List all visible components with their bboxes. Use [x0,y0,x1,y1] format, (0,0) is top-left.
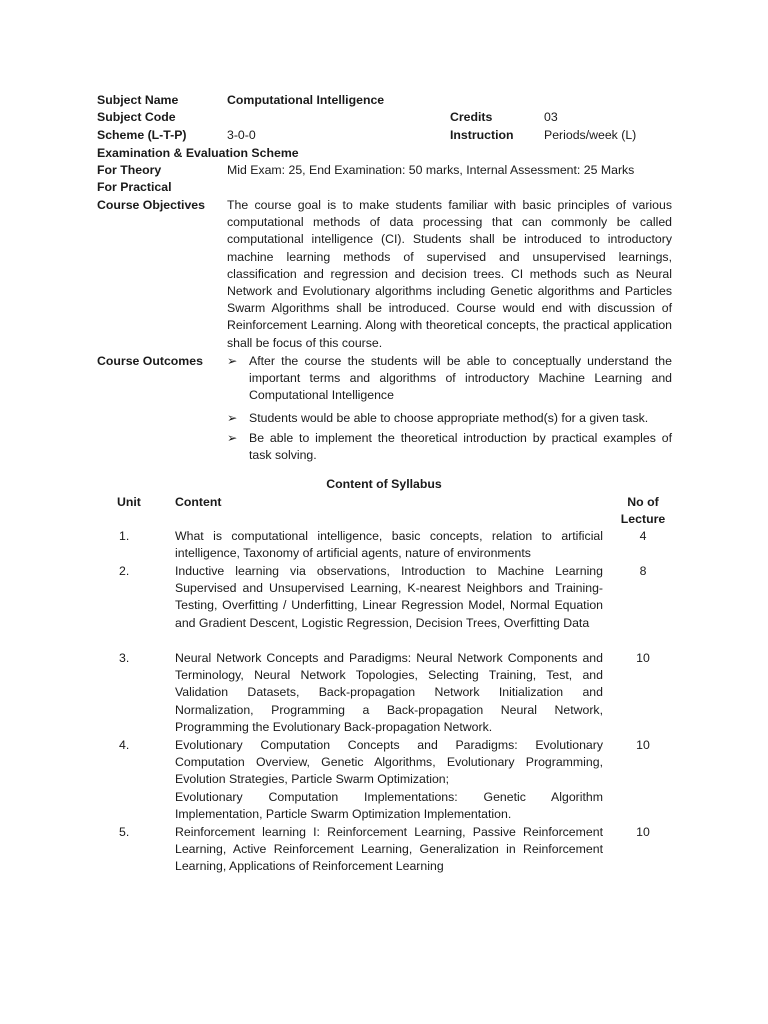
syllabus-title: Content of Syllabus [326,477,442,491]
unit-lectures: 10 [636,651,650,665]
unit-content: What is computational intelligence, basic concepts, relation to artificial intelligence, Taxonomy of artificial agents, nature of environments [175,529,603,561]
unit-content: Reinforcement learning I: Reinforcement Learning, Passive Reinforcement Learning, Active Reinforcement Learning, Generalization in Reinforcement Learning, Applications of Reinforcement Learning [175,825,603,874]
unit-number: 3. [119,651,130,665]
subject-name-value: Computational Intelligence [227,93,385,107]
instruction-label: Instruction [450,128,514,142]
for-practical-label: For Practical [97,180,172,194]
unit-lectures: 10 [636,825,650,839]
unit-number: 4. [119,738,130,752]
bullet-arrow-icon: ➢ [227,431,238,445]
col-header-lecture-line1: No of [627,495,659,509]
unit-number: 2. [119,564,130,578]
unit-content-continued: Evolutionary Computation Implementations: Genetic Algorithm Implementation, Particle Swarm Optimization Implementation. [175,790,603,822]
unit-content: Neural Network Concepts and Paradigms: Neural Network Components and Terminology, Neural Network Topologies, Selecting Training, Test, and Validation Datasets, Back-propagation Network Initialization and Normalization, Programming a Back-propagation Neural Network, Programming the Evolutionary Back-propagation Network. [175,651,603,734]
col-header-unit: Unit [117,495,141,509]
col-header-lecture-line2: Lecture [620,512,666,527]
subject-code-label: Subject Code [97,110,176,124]
course-objectives-label: Course Objectives [97,198,205,212]
unit-number: 1. [119,529,130,543]
unit-content: Evolutionary Computation Concepts and Paradigms: Evolutionary Computation Overview, Genetic Algorithms, Evolutionary Programming, Evolution Strategies, Particle Swarm Optimization; [175,738,603,787]
exam-scheme-label: Examination & Evaluation Scheme [97,146,299,160]
unit-lectures: 4 [639,529,647,543]
scheme-label: Scheme (L-T-P) [97,128,187,142]
unit-lectures: 8 [639,564,647,578]
for-theory-label: For Theory [97,163,162,177]
course-objectives-text: The course goal is to make students familiar with basic principles of various computational methods of data processing that can commonly be called computational intelligence (CI). Students shall be introduced to introductory machine learning methods of supervised and unsupervised learnings, classification and regression and decision trees. CI methods such as Neural Network and Evolutionary algorithms including Genetic algorithms and Particles Swarm Algorithms shall be introduced. Course would end with discussion of Reinforcement Learning. Along with theoretical concepts, the practical application shall be focus of this course. [227,198,672,350]
for-theory-value: Mid Exam: 25, End Examination: 50 marks, Internal Assessment: 25 Marks [227,163,635,177]
outcome-text: Students would be able to choose appropriate method(s) for a given task. [249,411,649,425]
outcome-text: Be able to implement the theoretical introduction by practical examples of task solving. [249,431,672,463]
bullet-arrow-icon: ➢ [227,411,238,425]
instruction-value: Periods/week (L) [544,128,637,142]
col-header-lecture [615,494,671,528]
credits-value: 03 [544,110,558,124]
col-header-content: Content [175,495,222,509]
credits-label: Credits [450,110,493,124]
scheme-value: 3-0-0 [227,128,256,142]
unit-number: 5. [119,825,130,839]
course-outcomes-label: Course Outcomes [97,354,203,368]
outcome-text: After the course the students will be able to conceptually understand the important terms and algorithms of introductory Machine Learning and Computational Intelligence [249,354,672,403]
unit-content: Inductive learning via observations, Introduction to Machine Learning Supervised and Unsupervised Learning, K-nearest Neighbors and Training-Testing, Overfitting / Underfitting, Linear Regression Model, Normal Equation and Gradient Descent, Logistic Regression, Decision Trees, Overfitting Data [175,564,603,630]
bullet-arrow-icon: ➢ [227,354,238,368]
unit-lectures: 10 [636,738,650,752]
subject-name-label: Subject Name [97,93,179,107]
